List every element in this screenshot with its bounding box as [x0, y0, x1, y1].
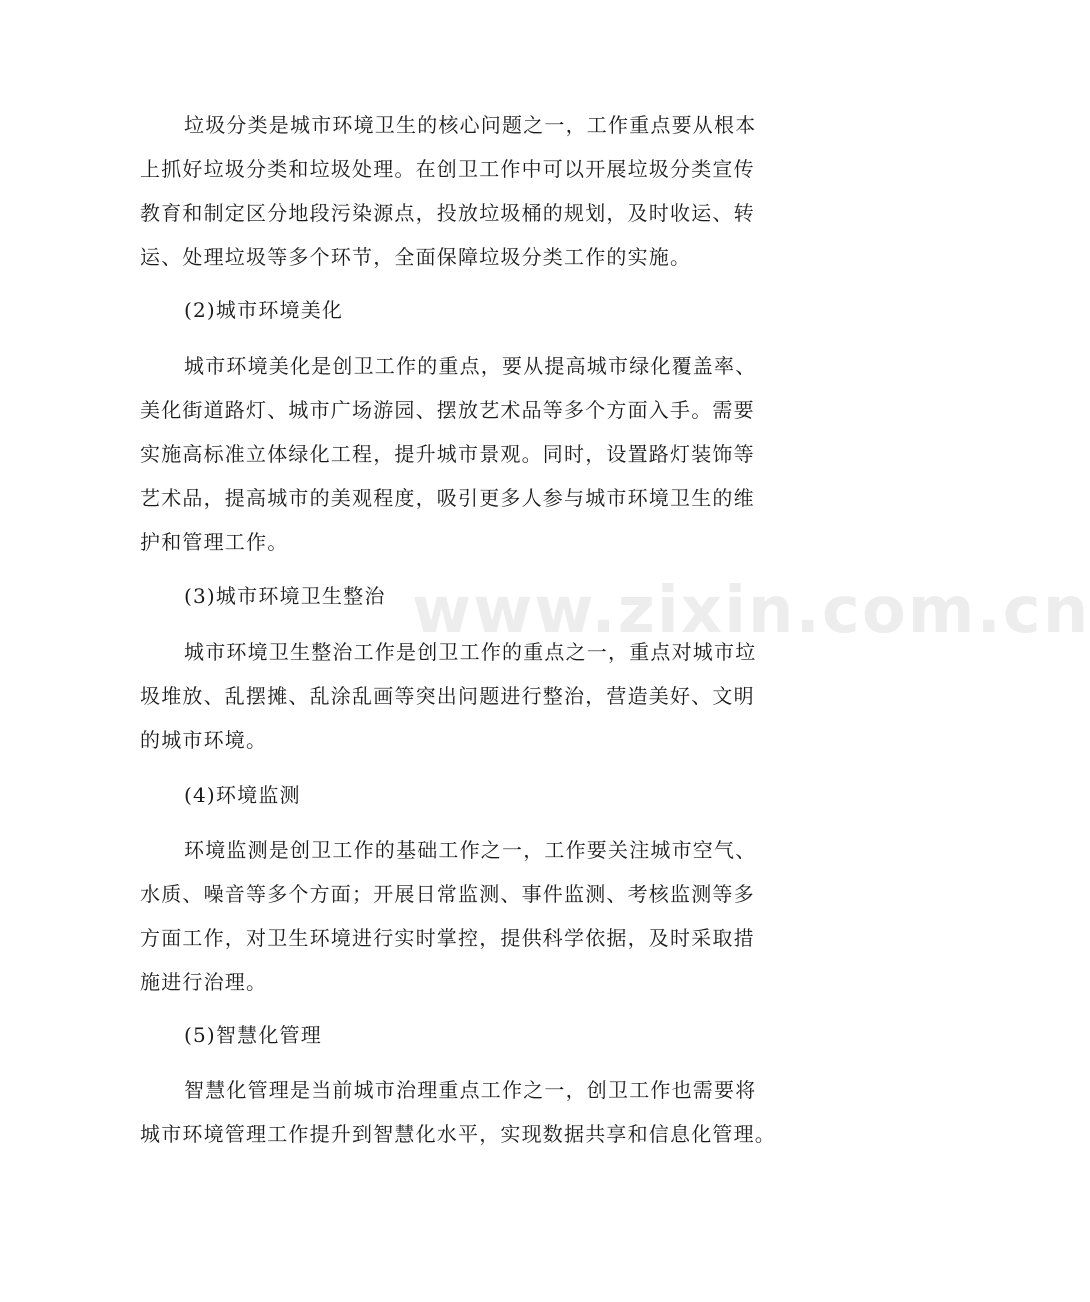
paragraph-2-line-3: 实施高标准立体绿化工程，提升城市景观。同时，设置路灯装饰等 — [140, 442, 755, 466]
paragraph-5-line-1: 智慧化管理是当前城市治理重点工作之一，创卫工作也需要将 — [184, 1078, 757, 1102]
paragraph-2-line-5: 护和管理工作。 — [140, 530, 289, 554]
section-heading-5: (5)智慧化管理 — [184, 1023, 322, 1047]
paragraph-1-line-1: 垃圾分类是城市环境卫生的核心问题之一，工作重点要从根本 — [184, 113, 757, 137]
paragraph-1-line-2: 上抓好垃圾分类和垃圾处理。在创卫工作中可以开展垃圾分类宣传 — [140, 157, 755, 181]
paragraph-1-line-3: 教育和制定区分地段污染源点，投放垃圾桶的规划，及时收运、转 — [140, 201, 755, 225]
paragraph-4-line-3: 方面工作，对卫生环境进行实时掌控，提供科学依据，及时采取措 — [140, 926, 755, 950]
paragraph-2-line-2: 美化街道路灯、城市广场游园、摆放艺术品等多个方面入手。需要 — [140, 398, 755, 422]
paragraph-5-line-2: 城市环境管理工作提升到智慧化水平，实现数据共享和信息化管理。 — [140, 1122, 776, 1146]
paragraph-3-line-1: 城市环境卫生整治工作是创卫工作的重点之一，重点对城市垃 — [184, 640, 757, 664]
paragraph-3-line-2: 圾堆放、乱摆摊、乱涂乱画等突出问题进行整治，营造美好、文明 — [140, 684, 755, 708]
paragraph-1-line-4: 运、处理垃圾等多个环节，全面保障垃圾分类工作的实施。 — [140, 245, 692, 269]
paragraph-4-line-2: 水质、噪音等多个方面；开展日常监测、事件监测、考核监测等多 — [140, 882, 755, 906]
paragraph-3-line-3: 的城市环境。 — [140, 728, 268, 752]
paragraph-2-line-1: 城市环境美化是创卫工作的重点，要从提高城市绿化覆盖率、 — [184, 354, 757, 378]
paragraph-2-line-4: 艺术品，提高城市的美观程度，吸引更多人参与城市环境卫生的维 — [140, 486, 755, 510]
section-heading-4: (4)环境监测 — [184, 783, 301, 807]
section-heading-3: (3)城市环境卫生整治 — [184, 584, 386, 608]
paragraph-4-line-1: 环境监测是创卫工作的基础工作之一，工作要关注城市空气、 — [184, 838, 757, 862]
site-watermark: www.zixin.com.cn — [412, 574, 1090, 648]
paragraph-4-line-4: 施进行治理。 — [140, 970, 268, 994]
section-heading-2: (2)城市环境美化 — [184, 298, 344, 322]
